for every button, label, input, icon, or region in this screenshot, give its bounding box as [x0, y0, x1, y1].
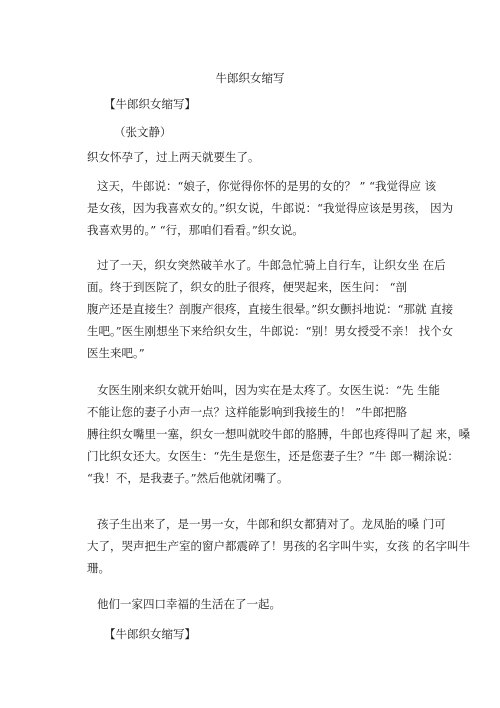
paragraph-3 [87, 254, 454, 364]
subtitle: 【牛郎织女缩写】 [104, 97, 196, 111]
paragraph-2 [87, 175, 454, 241]
text-line: 大了，哭声把生产室的窗户都震碎了！男孩的名字叫牛实，女孩 的名字叫牛 [87, 539, 471, 553]
paragraph-5 [87, 513, 471, 579]
author: （张文静） [114, 125, 172, 139]
text-line: 过了一天，织女突然破羊水了。牛郎急忙骑上自行车，让织女坐 在后 [97, 258, 446, 272]
text-line: 珊。 [87, 561, 110, 575]
footer-subtitle: 【牛郎织女缩写】 [104, 627, 196, 641]
text-line: 女医生刚来织女就开始叫，因为实在是太疼了。女医生说：“先 生能 [97, 383, 441, 397]
text-line: 面。终于到医院了，织女的肚子很疼，便哭起来，医生问： “剖 [87, 280, 408, 294]
paragraph-4 [87, 379, 471, 489]
text-line: “我！不，是我妻子。”然后他就闭嘴了。 [87, 471, 289, 485]
text-line: 生吧。”医生刚想坐下来给织女生，牛郎说：“别！男女授受不亲！ 找个女 [87, 324, 454, 338]
text-line: 医生来吧。” [87, 346, 145, 360]
text-line: 孩子生出来了，是一男一女，牛郎和织女都猜对了。龙凤胎的嗓 门可 [97, 517, 446, 531]
text-line: 不能让您的妻子小声一点？这样能影响到我接生的！ ”牛郎把胳 [87, 405, 408, 419]
page-title: 牛郎织女缩写 [215, 71, 285, 85]
paragraph-6 [87, 593, 417, 615]
text-line: 这天，牛郎说：“娘子，你觉得你怀的是男的女的？ ” “我觉得应 该 [97, 179, 437, 193]
text-line: 织女怀孕了，过上两天就要生了。 [87, 150, 260, 164]
text-line: 腹产还是直接生？剖腹产很疼，直接生很晕。”织女颤抖地说：“那就 直接 [87, 302, 454, 316]
text-line: 他们一家四口幸福的生活在了一起。 [97, 597, 281, 611]
text-line: 门比织女还大。女医生：“先生是您生，还是您妻子生？”牛 郎一糊涂说： [87, 449, 459, 463]
text-line: 膊往织女嘴里一塞，织女一想叫就咬牛郎的胳膊，牛郎也疼得叫了起 来，嗓 [87, 427, 471, 441]
paragraph-1 [87, 146, 417, 168]
text-line: 是女孩，因为我喜欢女的。”织女说，牛郎说：“我觉得应该是男孩， 因为 [87, 201, 454, 215]
text-line: 我喜欢男的。” “行，那咱们看看。”织女说。 [87, 223, 304, 237]
